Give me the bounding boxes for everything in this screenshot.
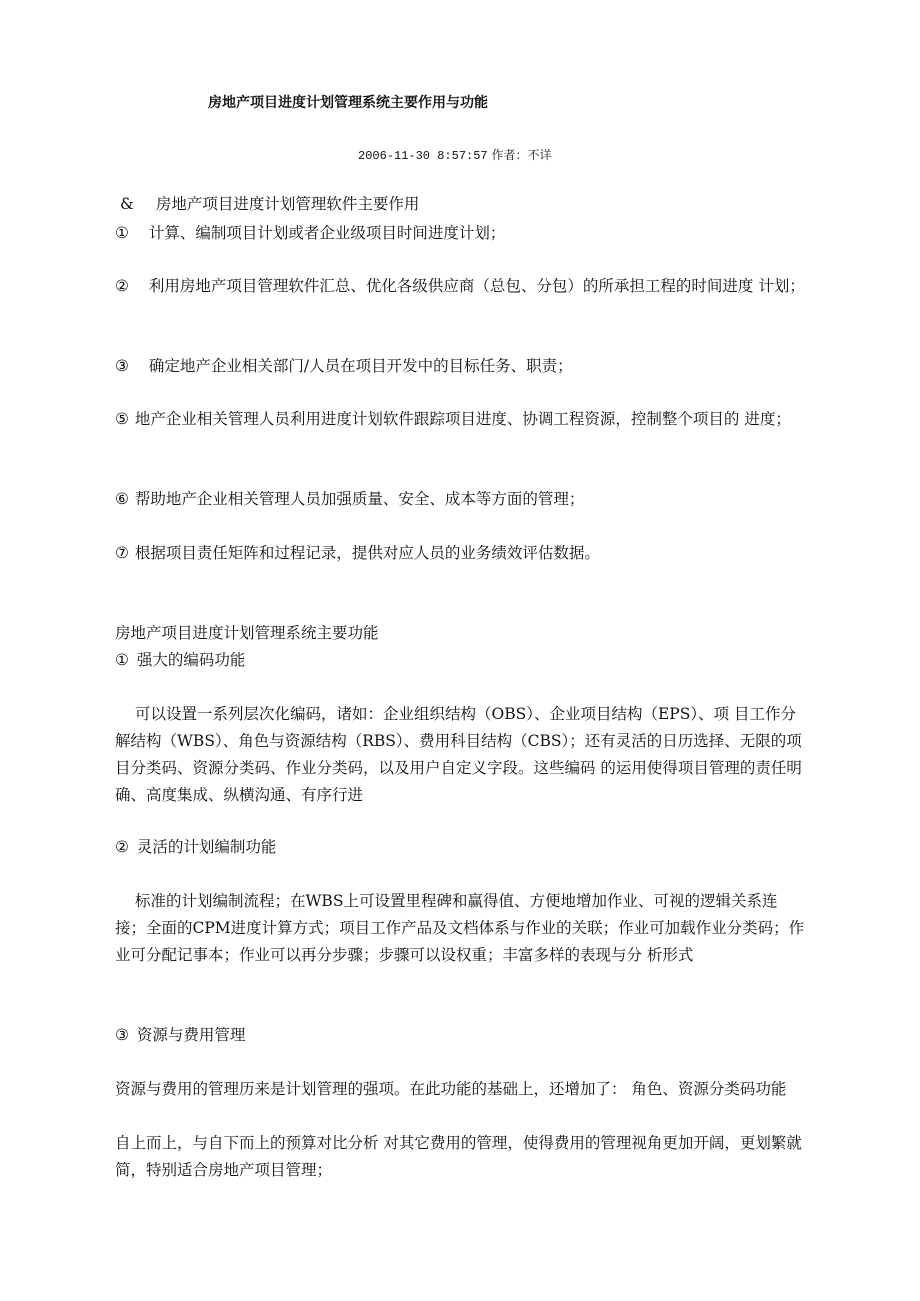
item-marker: ③ bbox=[115, 357, 129, 375]
section1-title: 房地产项目进度计划管理软件主要作用 bbox=[155, 195, 420, 213]
item-marker: ⑥ bbox=[115, 490, 129, 508]
item-text: 利用房地产项目管理软件汇总、优化各级供应商（总包、分包）的所承担工程的时间进度 计划； bbox=[148, 277, 805, 295]
feature-description: 可以设置一系列层次化编码，诸如：企业组织结构（OBS）、企业项目结构（EPS）、项 目工作分解结构（WBS）、角色与资源结构（RBS）、费用科目结构（CBS）；还有灵活的日历选择、无限的项目分类码、资源分类码、作业分类码，以及用户自定义字段。这些编码 的运用使得项目管理的责任明确、高度集成、纵横沟通、有序行进 bbox=[115, 705, 802, 804]
role-item bbox=[115, 220, 805, 247]
document-meta bbox=[358, 146, 551, 163]
feature-title bbox=[115, 1022, 805, 1049]
feature-marker: ① bbox=[115, 651, 129, 669]
item-marker: ② bbox=[115, 277, 129, 295]
feature-title-text: 资源与费用管理 bbox=[136, 1026, 246, 1044]
item-marker: ① bbox=[115, 224, 129, 242]
author: 作者：不详 bbox=[491, 148, 552, 162]
section2-heading: 房地产项目进度计划管理系统主要功能 bbox=[115, 624, 379, 642]
role-item bbox=[115, 353, 805, 380]
item-text: 地产企业相关管理人员利用进度计划软件跟踪项目进度、协调工程资源，控制整个项目的 进度； bbox=[134, 410, 791, 428]
section1-heading bbox=[115, 191, 805, 218]
feature-marker: ② bbox=[115, 838, 129, 856]
item-marker: ⑦ bbox=[115, 544, 129, 562]
role-item bbox=[115, 486, 805, 513]
feature-title-text: 强大的编码功能 bbox=[136, 651, 246, 669]
feature-description: 标准的计划编制流程；在WBS上可设置里程碑和赢得值、方便地增加作业、可视的逻辑关系连接；全面的CPM进度计算方式；项目工作产品及文档体系与作业的关联；作业可加载作业分类码；作业可分配记事本；作业可以再分步骤；步骤可以设权重；丰富多样的表现与分 析形式 bbox=[115, 892, 805, 964]
role-item bbox=[115, 540, 805, 567]
role-item bbox=[115, 273, 805, 300]
item-text: 根据项目责任矩阵和过程记录，提供对应人员的业务绩效评估数据。 bbox=[134, 544, 600, 562]
publish-date: 2006-11-30 8:57:57 bbox=[358, 149, 488, 163]
feature-description: 资源与费用的管理历来是计划管理的强项。在此功能的基础上，还增加了： 角色、资源分类码功能 bbox=[115, 1080, 787, 1098]
feature-title bbox=[115, 834, 805, 861]
item-text: 帮助地产企业相关管理人员加强质量、安全、成本等方面的管理； bbox=[134, 490, 585, 508]
feature-title bbox=[115, 647, 805, 674]
feature-title-text: 灵活的计划编制功能 bbox=[136, 838, 277, 856]
item-text: 计算、编制项目计划或者企业级项目时间进度计划； bbox=[148, 224, 506, 242]
item-marker: ⑤ bbox=[115, 410, 129, 428]
role-item bbox=[115, 406, 805, 433]
bullet-mark: & bbox=[120, 195, 134, 213]
page-title: 房地产项目进度计划管理系统主要作用与功能 bbox=[208, 95, 488, 111]
feature-marker: ③ bbox=[115, 1026, 129, 1044]
feature-description-continued: 自上而上，与自下而上的预算对比分析 对其它费用的管理，使得费用的管理视角更加开阔，更划繁就简，特别适合房地产项目管理； bbox=[115, 1134, 802, 1179]
item-text: 确定地产企业相关部门/人员在项目开发中的目标任务、职责； bbox=[148, 357, 573, 375]
